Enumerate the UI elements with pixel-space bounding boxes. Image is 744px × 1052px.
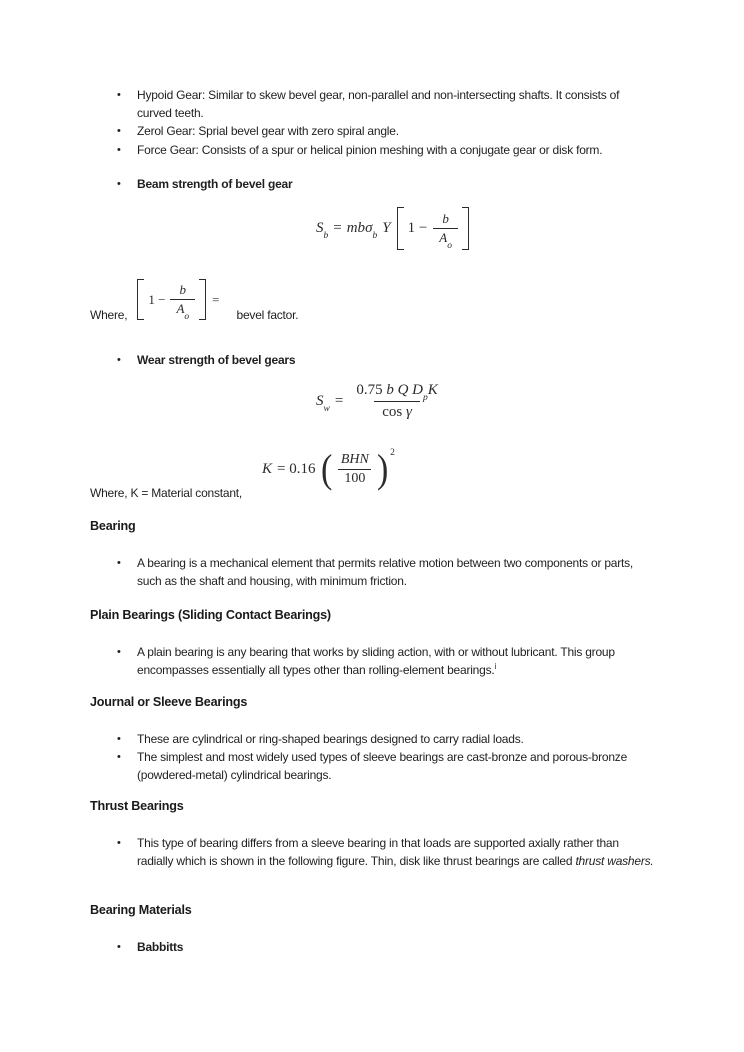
fraction <box>433 211 458 251</box>
thrust-bullet-list <box>90 834 660 870</box>
list-item-text: This type of bearing differs from a sleeve bearing in that loads are supported axially rather than radially which is shown in the following figure. Thin, disk like thrust bearings are called thrust washers. <box>137 836 654 869</box>
list-item-text: Force Gear: Consists of a spur or helical pinion meshing with a conjugate gear or disk form. <box>137 142 603 157</box>
left-paren: ( <box>321 446 333 491</box>
bullet-icon: • <box>117 143 121 156</box>
bullet-icon: • <box>117 125 121 138</box>
plain-bearing-bullet-list <box>90 643 660 679</box>
equals-sign: = <box>333 220 342 236</box>
denominator: $A_o$ <box>170 299 195 317</box>
list-item <box>90 122 660 140</box>
bullet-icon: • <box>117 837 121 849</box>
denominator: 100 <box>338 469 371 487</box>
list-item-text: The simplest and most widely used types of sleeve bearings are cast-bronze and porous-bronze (powdered-metal) cylindrical bearings. <box>137 750 628 783</box>
heading-bearing-materials: Bearing Materials <box>90 903 192 917</box>
bullet-icon: • <box>117 751 121 764</box>
endnote-reference: i <box>494 662 497 672</box>
fraction <box>348 382 445 421</box>
denominator: cos γ <box>374 401 420 421</box>
list-item <box>90 748 660 784</box>
equals-sign: = <box>212 291 220 307</box>
beam-strength-formula <box>316 207 469 250</box>
gear-bullet-list <box>90 86 660 159</box>
list-item-text: A bearing is a mechanical element that permits relative motion between two components or parts, such as the shaft and housing, with minimum friction. <box>137 556 634 589</box>
beam-strength-heading: Beam strength of bevel gear <box>137 177 293 191</box>
bevel-factor-formula <box>137 279 219 320</box>
eq-term: 1 − <box>148 291 166 307</box>
wear-strength-heading-row <box>90 351 660 369</box>
eq-term: mbσ$_b$ <box>346 220 378 241</box>
bullet-icon: • <box>117 557 121 569</box>
thrust-washers-italic: thrust washers. <box>575 854 654 869</box>
bullet-icon: • <box>117 354 121 366</box>
beam-strength-heading-row <box>90 175 660 193</box>
bevel-factor-label: bevel factor. <box>236 307 299 322</box>
babbitts-heading: Babbitts <box>137 940 184 954</box>
list-item <box>90 141 660 159</box>
bullet-icon: • <box>117 646 121 658</box>
eq-term: $S_b$ <box>316 220 329 241</box>
bullet-icon: • <box>117 89 121 101</box>
where-bevel-line <box>90 279 298 324</box>
where-k-line: Where, K = Material constant, <box>90 486 243 500</box>
numerator: b <box>179 282 187 297</box>
bullet-icon: • <box>117 941 121 953</box>
exponent: 2 <box>390 448 395 458</box>
heading-bearing: Bearing <box>90 519 136 533</box>
right-bracket <box>462 207 469 250</box>
numerator: b <box>442 211 449 226</box>
right-paren: ) <box>376 446 389 491</box>
left-bracket <box>137 279 144 320</box>
equals-sign: = <box>334 393 344 409</box>
equals-sign: = 0.16 <box>277 460 316 477</box>
bracket-content <box>144 279 199 320</box>
numerator: 0.75 b Q $D_pK$ <box>356 382 438 403</box>
bullet-icon: • <box>117 733 121 745</box>
right-bracket <box>199 279 206 320</box>
journal-bullet-list <box>90 730 660 785</box>
material-constant-formula <box>262 447 395 491</box>
heading-plain-bearings: Plain Bearings (Sliding Contact Bearings) <box>90 608 331 622</box>
bearing-bullet-list <box>90 554 660 590</box>
wear-strength-heading: Wear strength of bevel gears <box>137 353 296 367</box>
wear-strength-formula <box>316 382 446 421</box>
list-item-text: These are cylindrical or ring-shaped bearings designed to carry radial loads. <box>137 732 524 746</box>
list-item-text: A plain bearing is any bearing that works by sliding action, with or without lubricant. This group encompasses essentially all types other than rolling-element bearings.$^i$ <box>137 645 615 678</box>
bullet-icon: • <box>117 178 121 190</box>
where-label: Where, <box>90 307 128 322</box>
eq-term: 1 − <box>407 220 428 236</box>
eq-term: K <box>262 460 273 477</box>
heading-thrust-bearings: Thrust Bearings <box>90 799 184 813</box>
heading-journal-bearings: Journal or Sleeve Bearings <box>90 695 248 709</box>
numerator: BHN <box>340 451 369 467</box>
bracket-content <box>404 207 462 250</box>
list-item <box>90 86 660 122</box>
list-item-text: Zerol Gear: Sprial bevel gear with zero spiral angle. <box>137 124 399 139</box>
eq-term: Y <box>382 220 391 236</box>
fraction <box>335 452 375 487</box>
fraction <box>170 282 195 322</box>
materials-bullet-list <box>90 938 660 956</box>
denominator: $A_o$ <box>433 228 458 246</box>
list-item-text: Hypoid Gear: Similar to skew bevel gear, non-parallel and non-intersecting shafts. It consists of curved teeth. <box>137 88 620 121</box>
left-bracket <box>397 207 404 250</box>
list-item <box>90 730 660 748</box>
eq-term: $S_w$ <box>316 393 330 414</box>
